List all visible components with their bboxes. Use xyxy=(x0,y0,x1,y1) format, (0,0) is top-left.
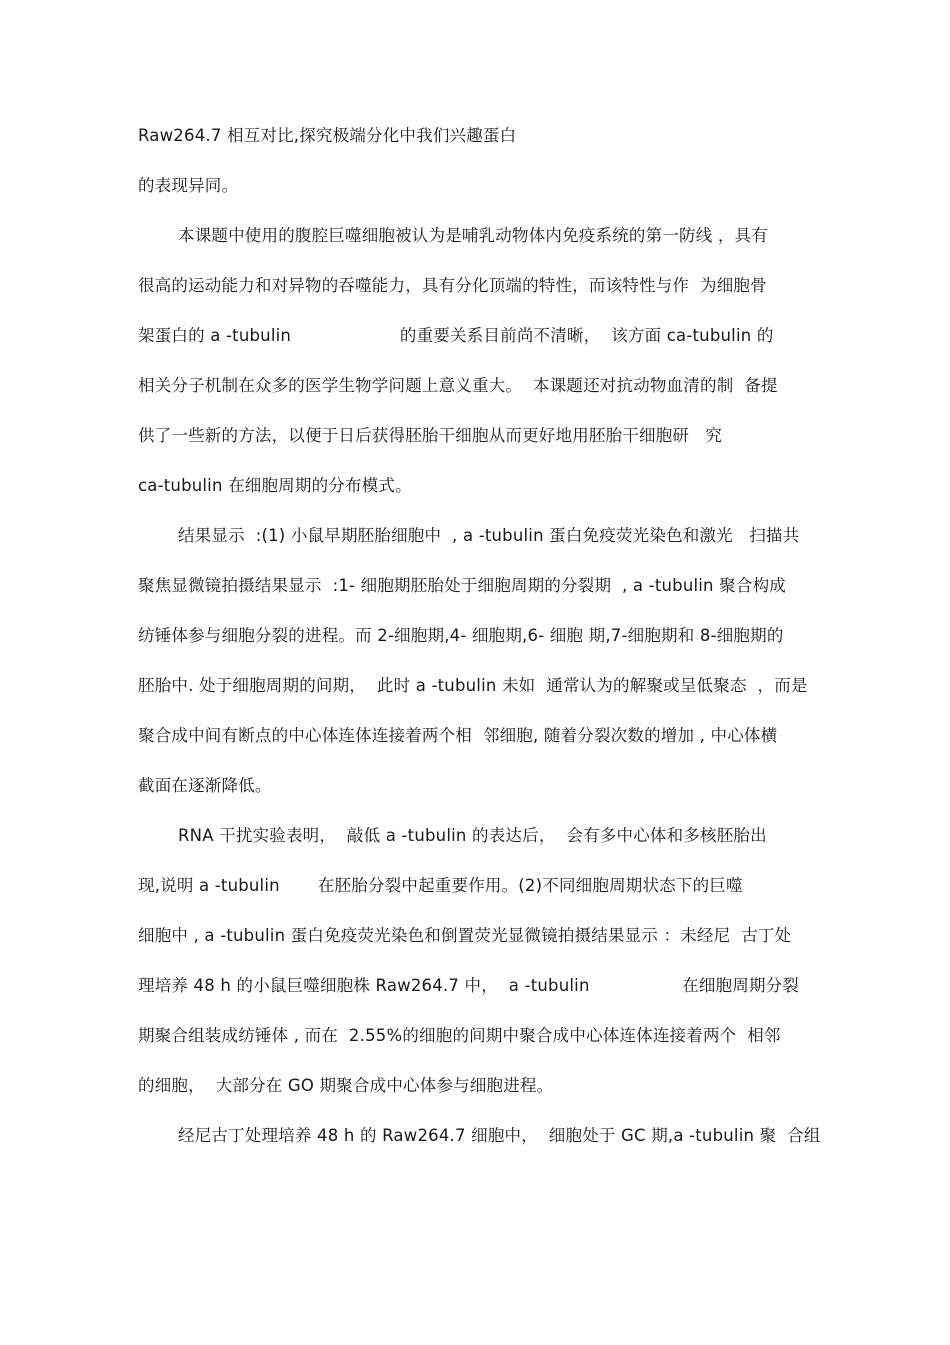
text-line: 架蛋白的 a -tubulin 的重要关系目前尚不清晰， 该方面 ca-tubulin 的 xyxy=(138,326,774,345)
text-line: 的细胞， 大部分在 GO 期聚合成中心体参与细胞进程。 xyxy=(138,1076,554,1095)
text-line: 现,说明 a -tubulin 在胚胎分裂中起重要作用。(2)不同细胞周期状态下的巨噬 xyxy=(138,876,743,895)
text-line: 纺锤体参与细胞分裂的进程。而 2-细胞期,4- 细胞期,6- 细胞 期,7-细胞期和 8-细胞期的 xyxy=(138,626,784,645)
paragraph-start-line: 结果显示 :(1) 小鼠早期胚胎细胞中 , a -tubulin 蛋白免疫荧光染色和激光 扫描共 xyxy=(178,526,800,545)
paragraph-start-line: 本课题中使用的腹腔巨噬细胞被认为是哺乳动物体内免疫系统的第一防线 ，具有 xyxy=(178,226,768,245)
text-line: 细胞中 , a -tubulin 蛋白免疫荧光染色和倒置荧光显微镜拍摄结果显示 ：未经尼 古丁处 xyxy=(138,926,792,945)
text-line: 胚胎中. 处于细胞周期的间期， 此时 a -tubulin 未如 通常认为的解聚或呈低聚态 ，而是 xyxy=(138,676,808,695)
paragraph-start-line: 经尼古丁处理培养 48 h 的 Raw264.7 细胞中， 细胞处于 GC 期,a -tubulin 聚 合组 xyxy=(178,1126,821,1145)
text-line: 截面在逐渐降低。 xyxy=(138,776,272,795)
text-line: ca-tubulin 在细胞周期的分布模式。 xyxy=(138,476,412,495)
text-line: 相关分子机制在众多的医学生物学问题上意义重大。 本课题还对抗动物血清的制 备提 xyxy=(138,376,778,395)
paragraph-start-line: RNA 干扰实验表明， 敲低 a -tubulin 的表达后， 会有多中心体和多核胚胎出 xyxy=(178,826,767,845)
text-line: 聚焦显微镜拍摄结果显示 :1- 细胞期胚胎处于细胞周期的分裂期 , a -tubulin 聚合构成 xyxy=(138,576,786,595)
text-line: Raw264.7 相互对比,探究极端分化中我们兴趣蛋白 xyxy=(138,126,517,145)
text-line: 期聚合组装成纺锤体 , 而在 2.55%的细胞的间期中聚合成中心体连体连接着两个 相邻 xyxy=(138,1026,781,1045)
text-line: 的表现异同。 xyxy=(138,176,239,195)
text-line: 供了一些新的方法，以便于日后获得胚胎干细胞从而更好地用胚胎干细胞研 究 xyxy=(138,426,723,445)
text-line: 理培养 48 h 的小鼠巨噬细胞株 Raw264.7 中， a -tubulin 在细胞周期分裂 xyxy=(138,976,800,995)
text-line: 很高的运动能力和对异物的吞噬能力，具有分化顶端的特性，而该特性与作 为细胞骨 xyxy=(138,276,767,295)
text-line: 聚合成中间有断点的中心体连体连接着两个相 邻细胞, 随着分裂次数的增加 , 中心体横 xyxy=(138,726,778,745)
